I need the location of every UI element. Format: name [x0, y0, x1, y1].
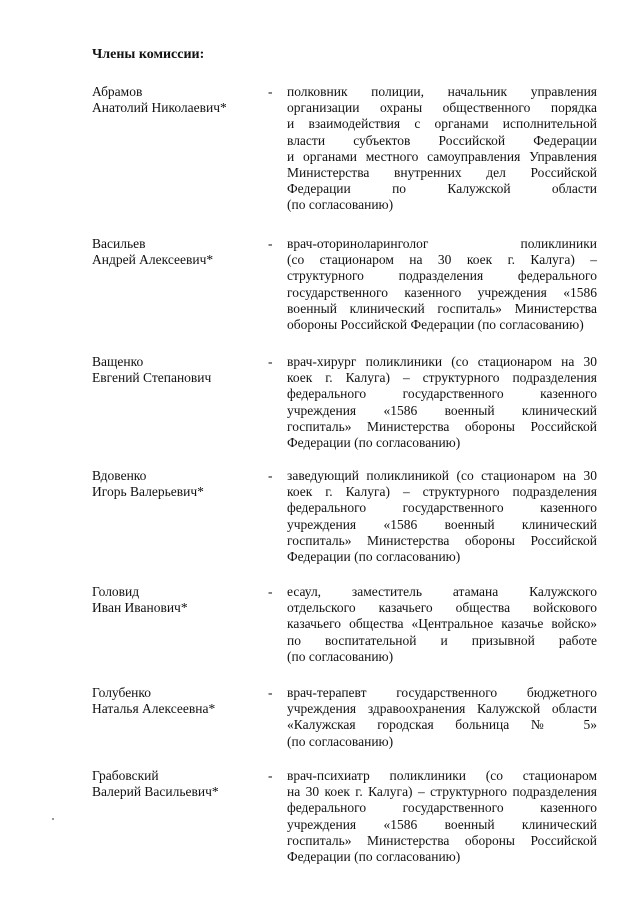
position-line: и органами местного самоуправления Управления [287, 148, 597, 164]
member-name [92, 84, 262, 116]
position-line: государственного казенного учреждения «1586 [287, 284, 597, 300]
position-line: врач-терапевт государственного бюджетного [287, 685, 597, 700]
member-given-names: Евгений Степанович [92, 370, 212, 386]
member-name [92, 354, 262, 386]
member-position [287, 84, 597, 214]
position-line: отдельского казачьего общества войскового [287, 600, 597, 616]
separator-dash: - [268, 84, 273, 99]
position-line: коек г. Калуга) – структурного подразделения [287, 484, 597, 500]
separator-dash: - [268, 236, 273, 251]
position-line: военный клинический госпиталь» Министерства [287, 300, 597, 316]
separator-dash: - [268, 468, 273, 483]
position-line: по воспитательной и призывной работе [287, 632, 597, 648]
member-position [287, 685, 597, 750]
member-surname: Абрамов [92, 84, 143, 99]
member-position [287, 468, 597, 565]
position-line: власти субъектов Российской Федерации [287, 132, 597, 148]
member-given-names: Андрей Алексеевич* [92, 252, 214, 268]
position-line: учреждения «1586 военный клинический [287, 816, 597, 832]
position-line: (со стационаром на 30 коек г. Калуга) – [287, 252, 597, 268]
member-surname: Ващенко [92, 354, 144, 369]
member-name [92, 584, 262, 616]
position-line: учреждения здравоохранения Калужской области [287, 701, 597, 717]
position-line: Федерации (по согласованию) [287, 549, 461, 565]
member-surname: Головид [92, 584, 140, 599]
separator-dash: - [268, 354, 273, 369]
member-name [92, 768, 262, 800]
member-name [92, 468, 262, 500]
position-line: на 30 коек г. Калуга) – структурного подразделения [287, 784, 597, 800]
member-given-names: Анатолий Николаевич* [92, 100, 227, 116]
member-surname: Васильев [92, 236, 146, 251]
position-line: полковник полиции, начальник управления [287, 84, 597, 99]
position-line: коек г. Калуга) – структурного подразделения [287, 370, 597, 386]
member-name [92, 236, 262, 268]
position-line: структурного подразделения федерального [287, 268, 597, 284]
position-line: (по согласованию) [287, 733, 394, 749]
member-position [287, 354, 597, 451]
section-heading: Члены комиссии: [92, 47, 205, 62]
separator-dash: - [268, 584, 273, 599]
position-line: есаул, заместитель атамана Калужского [287, 584, 597, 599]
member-name [92, 685, 262, 717]
position-line: Федерации по Калужской области [287, 181, 597, 197]
position-line: врач-хирург поликлиники (со стационаром на 30 [287, 354, 597, 369]
position-line: врач-психиатр поликлиники (со стационаром [287, 768, 597, 783]
position-line: казачьего общества «Центральное казачье войско» [287, 616, 597, 632]
position-line: госпиталь» Министерства обороны Российской [287, 532, 597, 548]
member-given-names: Наталья Алексеевна* [92, 701, 216, 717]
position-line: учреждения «1586 военный клинический [287, 516, 597, 532]
position-line: Федерации (по согласованию) [287, 435, 461, 451]
position-line: Федерации (по согласованию) [287, 849, 461, 865]
member-given-names: Валерий Васильевич* [92, 784, 219, 800]
position-line: Министерства внутренних дел Российской [287, 165, 597, 181]
member-position [287, 236, 597, 333]
position-line: (по согласованию) [287, 197, 394, 213]
member-given-names: Игорь Валерьевич* [92, 484, 204, 500]
position-line: организации охраны общественного порядка [287, 100, 597, 116]
position-line: госпиталь» Министерства обороны Российской [287, 832, 597, 848]
position-line: госпиталь» Министерства обороны Российской [287, 418, 597, 434]
member-position [287, 768, 597, 865]
member-position [287, 584, 597, 665]
position-line: врач-оториноларинголог поликлиники [287, 236, 597, 251]
position-line: (по согласованию) [287, 648, 394, 664]
separator-dash: - [268, 685, 273, 700]
position-line: и взаимодействия с органами исполнительной [287, 116, 597, 132]
member-surname: Голубенко [92, 685, 152, 700]
scan-speck [52, 818, 54, 820]
position-line: учреждения «1586 военный клинический [287, 402, 597, 418]
position-line: «Калужская городская больница № 5» [287, 717, 597, 733]
position-line: заведующий поликлиникой (со стационаром на 30 [287, 468, 597, 483]
separator-dash: - [268, 768, 273, 783]
member-surname: Вдовенко [92, 468, 147, 483]
position-line: федерального государственного казенного [287, 500, 597, 516]
member-surname: Грабовский [92, 768, 159, 783]
position-line: федерального государственного казенного [287, 386, 597, 402]
member-given-names: Иван Иванович* [92, 600, 188, 616]
position-line: обороны Российской Федерации (по согласованию) [287, 317, 584, 333]
position-line: федерального государственного казенного [287, 800, 597, 816]
